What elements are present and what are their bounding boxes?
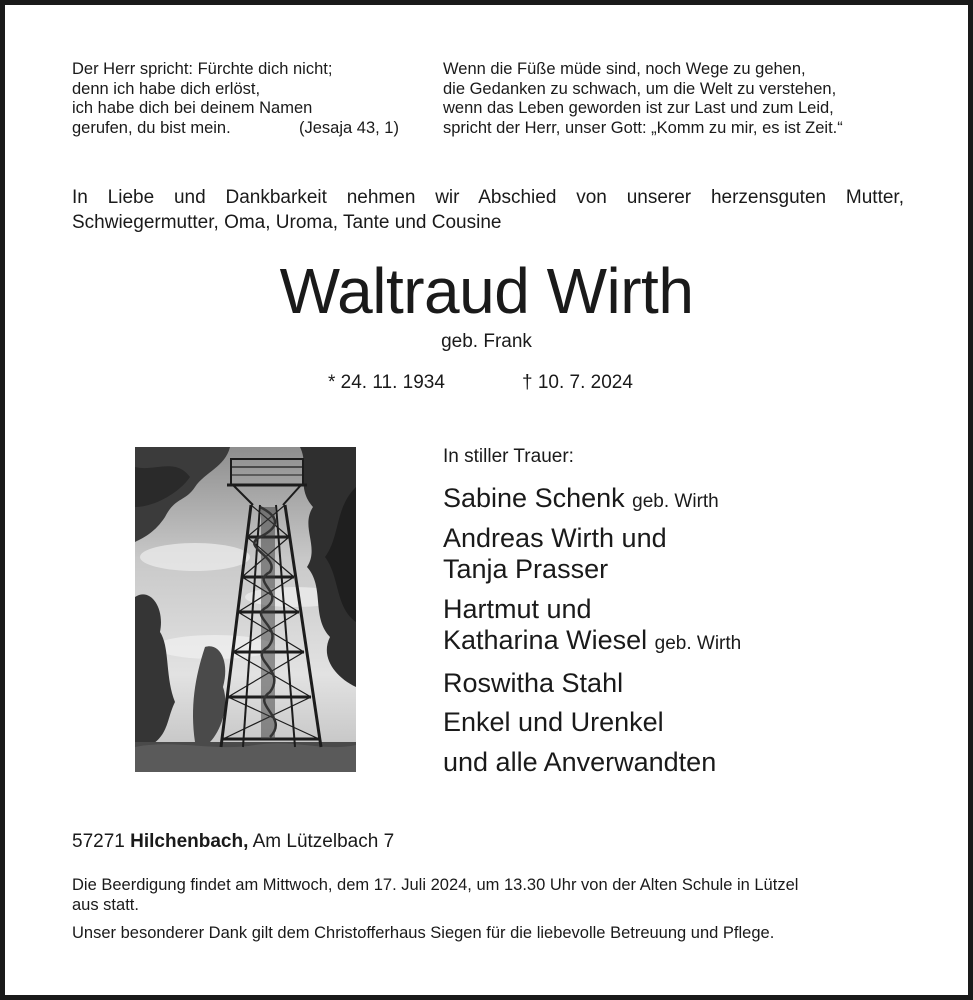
verse-left-line: denn ich habe dich erlöst,: [72, 79, 261, 98]
mourner-name: Katharina Wiesel: [443, 625, 648, 655]
mourner-2: [443, 523, 667, 585]
mourner-line: Andreas Wirth und: [443, 523, 667, 553]
intro-text: [72, 185, 904, 235]
verse-left: [72, 60, 417, 138]
mourner-line: Tanja Prasser: [443, 554, 609, 584]
death-date: † 10. 7. 2024: [522, 372, 633, 393]
verse-left-last-line: [72, 119, 417, 139]
verse-right-line: die Gedanken zu schwach, um die Welt zu verstehen,: [443, 79, 837, 98]
mourner-4: Roswitha Stahl: [443, 668, 624, 698]
deceased-maiden-name: geb. Frank: [441, 331, 532, 352]
mourner-6: und alle Anverwandten: [443, 747, 717, 777]
verse-right-line: Wenn die Füße müde sind, noch Wege zu gehen,: [443, 60, 806, 78]
verse-reference: (Jesaja 43, 1): [299, 118, 399, 137]
mourner-nee: geb. Wirth: [632, 491, 719, 512]
family-address: [72, 831, 394, 853]
verse-right: [443, 60, 913, 138]
address-street: Am Lützelbach 7: [252, 831, 395, 852]
deceased-name: Waltraud Wirth: [279, 255, 694, 327]
mourner-5: Enkel und Urenkel: [443, 707, 664, 737]
intro-line: In Liebe und Dankbarkeit nehmen wir Abschied von unserer herzensguten Mutter,: [72, 187, 904, 208]
tower-photo: [135, 447, 356, 772]
funeral-info-line: aus statt.: [72, 896, 139, 914]
address-postcode: 57271: [72, 831, 125, 852]
mourner-name: Sabine Schenk: [443, 483, 625, 513]
mourner-1: [443, 483, 719, 517]
verse-left-line: ich habe dich bei deinem Namen: [72, 99, 313, 117]
mourners-heading: In stiller Trauer:: [443, 446, 574, 467]
address-city: Hilchenbach,: [130, 831, 249, 852]
funeral-notes: [72, 875, 907, 943]
verse-right-line: wenn das Leben geworden ist zur Last und zum Leid,: [443, 99, 834, 117]
funeral-info-line: Die Beerdigung findet am Mittwoch, dem 17. Juli 2024, um 13.30 Uhr von der Alten Schule in Lützel: [72, 876, 799, 894]
verse-right-line: spricht der Herr, unser Gott: „Komm zu mir, es ist Zeit.“: [443, 118, 843, 137]
birth-date: * 24. 11. 1934: [328, 372, 445, 393]
mourner-3: [443, 594, 741, 659]
thanks-note: Unser besonderer Dank gilt dem Christofferhaus Siegen für die liebevolle Betreuung und Pflege.: [72, 924, 775, 942]
verse-left-line: gerufen, du bist mein.: [72, 118, 231, 137]
observation-tower-image: [135, 447, 356, 772]
verse-left-line: Der Herr spricht: Fürchte dich nicht;: [72, 60, 333, 78]
intro-line: Schwiegermutter, Oma, Uroma, Tante und Cousine: [72, 212, 502, 233]
mourner-nee: geb. Wirth: [654, 633, 742, 654]
mourner-line: Hartmut und: [443, 594, 592, 624]
